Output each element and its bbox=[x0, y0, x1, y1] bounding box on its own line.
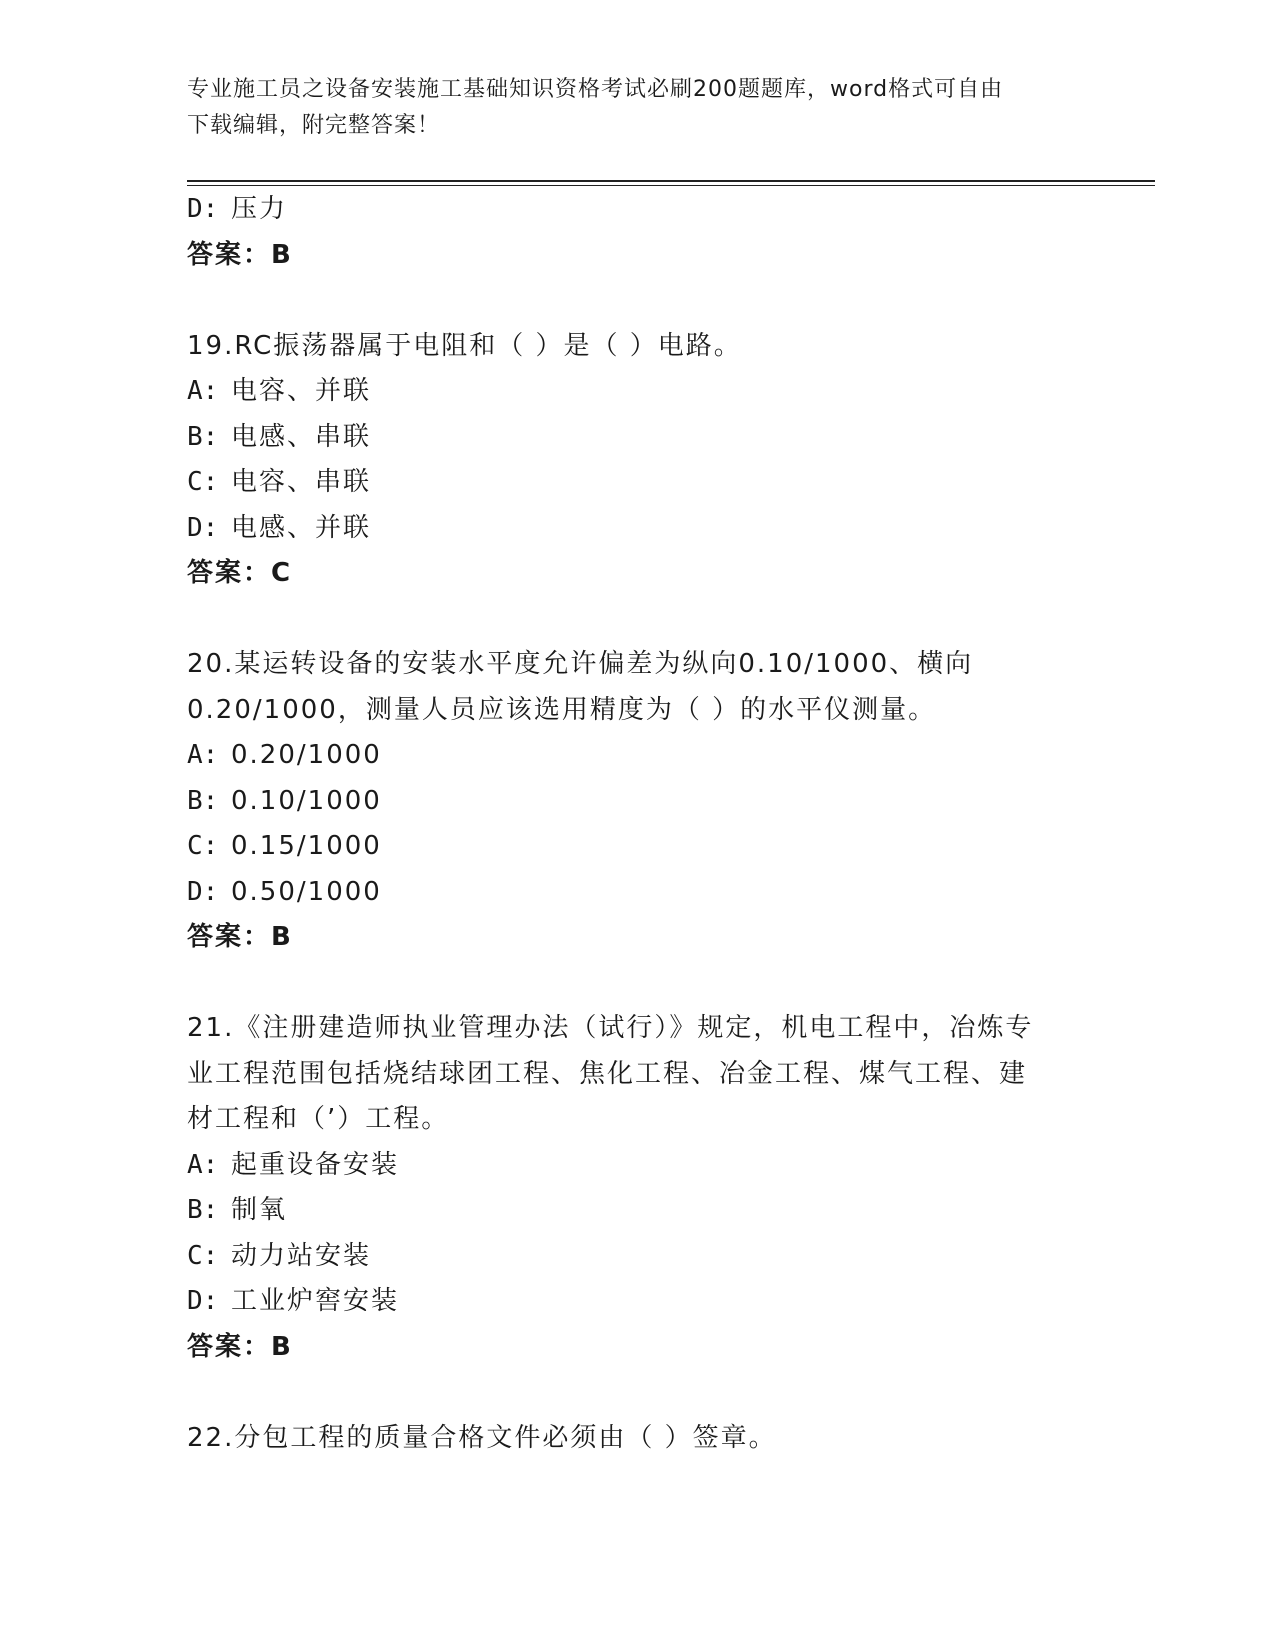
q21-option-c bbox=[187, 1234, 1087, 1280]
option-key: B: bbox=[187, 1195, 219, 1225]
option-key: A: bbox=[187, 376, 219, 406]
header-divider-thick bbox=[187, 180, 1155, 182]
question-content bbox=[187, 187, 1087, 1461]
option-key: B: bbox=[187, 785, 219, 816]
q20-answer: 答案：B bbox=[187, 922, 293, 952]
header-divider-thin bbox=[187, 185, 1155, 186]
q21-option-a bbox=[187, 1143, 1087, 1189]
option-text: 电容、并联 bbox=[231, 376, 372, 406]
spacer bbox=[187, 1370, 1087, 1416]
q19-answer: 答案：C bbox=[187, 558, 293, 588]
q20-stem-line-1: 20.某运转设备的安装水平度允许偏差为纵向0.10/1000、横向 bbox=[187, 649, 974, 679]
page-header bbox=[187, 72, 1087, 144]
prev-option-d bbox=[187, 187, 1087, 233]
spacer bbox=[187, 597, 1087, 643]
header-title-line-1: 专业施工员之设备安装施工基础知识资格考试必刷200题题库，word格式可自由 bbox=[187, 77, 1004, 102]
spacer bbox=[187, 278, 1087, 324]
option-text: 0.20/1000 bbox=[231, 740, 382, 770]
q21-stem-line-3: 材工程和（’）工程。 bbox=[187, 1104, 450, 1134]
q19-option-c bbox=[187, 460, 1087, 506]
option-key: C: bbox=[187, 1240, 219, 1271]
spacer bbox=[187, 961, 1087, 1007]
header-title-line-2: 下载编辑，附完整答案！ bbox=[187, 113, 441, 138]
option-text: 电感、串联 bbox=[231, 421, 372, 452]
q20-option-a bbox=[187, 733, 1087, 779]
option-text: 0.50/1000 bbox=[231, 876, 382, 907]
option-key: C: bbox=[187, 467, 219, 497]
option-text: 电感、并联 bbox=[231, 512, 372, 543]
option-text: 起重设备安装 bbox=[231, 1149, 400, 1180]
option-key: B: bbox=[187, 421, 219, 452]
q20-option-c bbox=[187, 824, 1087, 870]
option-text: 制氧 bbox=[231, 1195, 288, 1225]
option-key: D: bbox=[187, 194, 219, 224]
q22-stem: 22.分包工程的质量合格文件必须由（ ）签章。 bbox=[187, 1422, 777, 1453]
q19-option-a bbox=[187, 369, 1087, 415]
option-text: 动力站安装 bbox=[231, 1240, 372, 1271]
q20-stem-line-2: 0.20/1000，测量人员应该选用精度为（ ）的水平仪测量。 bbox=[187, 694, 937, 725]
option-key: A: bbox=[187, 740, 219, 770]
option-text: 工业炉窖安装 bbox=[231, 1286, 400, 1316]
option-key: D: bbox=[187, 512, 219, 543]
q19-stem: 19.RC振荡器属于电阻和（ ）是（ ）电路。 bbox=[187, 330, 742, 361]
q19-option-d bbox=[187, 506, 1087, 552]
q20-option-d bbox=[187, 870, 1087, 916]
q20-option-b bbox=[187, 779, 1087, 825]
option-key: D: bbox=[187, 876, 219, 907]
option-text: 电容、串联 bbox=[231, 467, 372, 497]
q21-stem-line-1: 21.《注册建造师执业管理办法（试行）》规定，机电工程中，冶炼专 bbox=[187, 1013, 1034, 1043]
option-text: 压力 bbox=[231, 194, 288, 224]
q19-option-b bbox=[187, 415, 1087, 461]
q21-option-b bbox=[187, 1188, 1087, 1234]
option-key: D: bbox=[187, 1286, 219, 1316]
option-text: 0.15/1000 bbox=[231, 831, 382, 861]
prev-answer: 答案：B bbox=[187, 239, 293, 270]
option-text: 0.10/1000 bbox=[231, 785, 382, 816]
option-key: A: bbox=[187, 1149, 219, 1180]
q21-stem-line-2: 业工程范围包括烧结球团工程、焦化工程、冶金工程、煤气工程、建 bbox=[187, 1058, 1028, 1089]
option-key: C: bbox=[187, 831, 219, 861]
q21-option-d bbox=[187, 1279, 1087, 1325]
q21-answer: 答案：B bbox=[187, 1331, 293, 1362]
